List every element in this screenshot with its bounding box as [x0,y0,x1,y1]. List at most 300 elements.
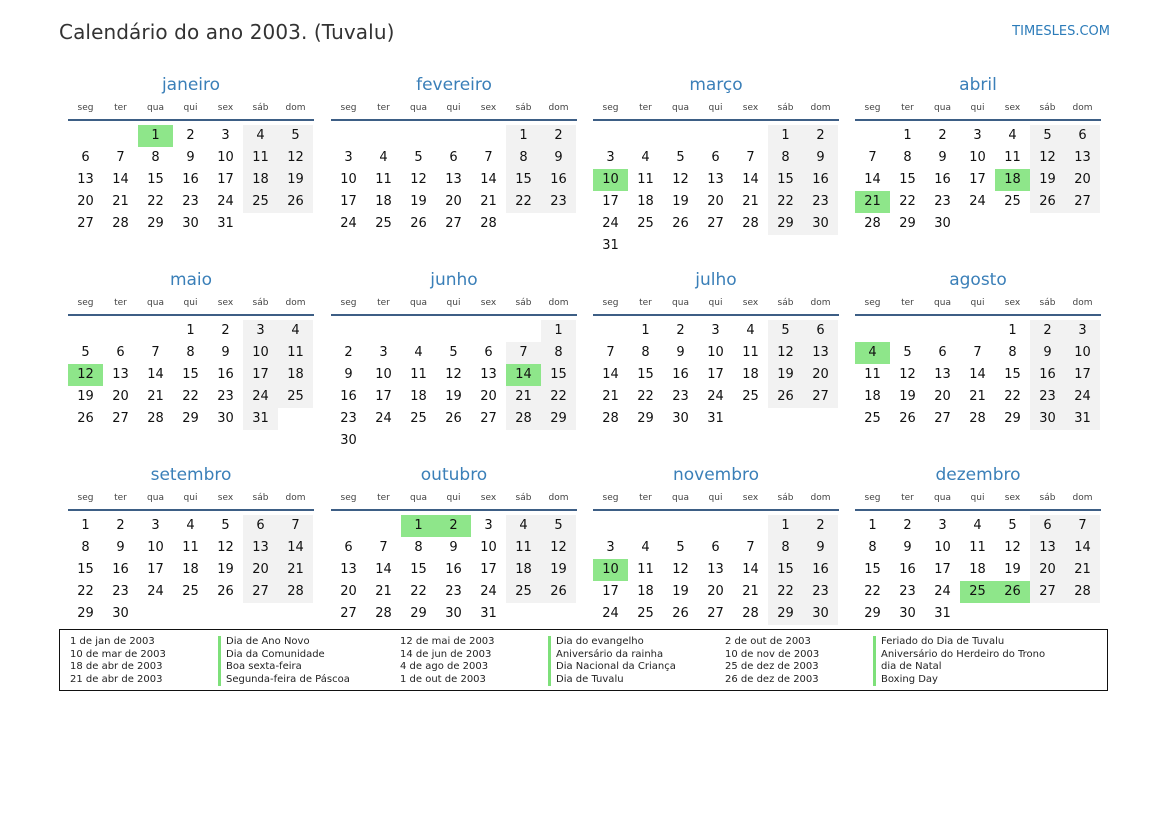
weekday-label: sáb [777,298,794,308]
day-cell: 3 [711,323,720,338]
day-cell: 8 [186,345,195,360]
weekday-header [331,103,577,117]
day-cell: 23 [899,584,916,599]
day-cell: 9 [676,345,685,360]
legend-dates [400,636,495,686]
weekday-label: sex [480,298,497,308]
day-cell: 3 [379,345,388,360]
day-cell: 20 [445,194,462,209]
weekday-label: sáb [515,493,532,503]
day-cell: 28 [742,606,759,621]
day-cell: 19 [445,389,462,404]
day-cell: 15 [515,172,532,187]
day-cell: 10 [217,150,234,165]
day-cell: 13 [252,540,269,555]
day-cell: 6 [449,150,458,165]
day-cell: 17 [217,172,234,187]
weekday-label: qua [934,103,951,113]
day-cell: 5 [781,323,790,338]
legend-holiday-marker [548,636,551,686]
month-divider [331,509,577,511]
day-cell: 30 [217,411,234,426]
day-cell: 11 [637,172,654,187]
weekday-label: sáb [515,298,532,308]
weekday-label: sex [217,298,234,308]
day-cell: 21 [480,194,497,209]
legend-holiday-name: Feriado do Dia de Tuvalu [881,636,1005,647]
day-cell: 17 [969,172,986,187]
day-cell: 9 [116,540,125,555]
weekday-label: dom [548,493,569,503]
day-cell: 9 [938,150,947,165]
legend-date: 18 de abr de 2003 [70,661,163,672]
day-cell: 4 [414,345,423,360]
day-cell: 22 [899,194,916,209]
day-cell: 8 [641,345,650,360]
weekday-label: dom [1072,493,1093,503]
weekday-label: sex [217,493,234,503]
month-divider [68,119,314,121]
day-cell: 1 [903,128,912,143]
day-cell: 31 [217,216,234,231]
day-cell: 19 [287,172,304,187]
day-cell: 6 [1078,128,1087,143]
day-cell: 31 [480,606,497,621]
weekday-label: dom [810,493,831,503]
day-cell: 2 [816,128,825,143]
day-cell: 26 [899,411,916,426]
day-cell: 13 [707,562,724,577]
month-divider [593,314,839,316]
day-cell: 13 [480,367,497,382]
day-cell: 26 [217,584,234,599]
day-cell: 25 [1004,194,1021,209]
day-cell: 12 [287,150,304,165]
weekday-label: dom [285,493,306,503]
day-cell: 14 [480,172,497,187]
weekday-label: dom [1072,298,1093,308]
day-cell: 23 [812,584,829,599]
legend-holiday-name: Aniversário do Herdeiro do Trono [881,648,1046,660]
day-cell: 21 [375,584,392,599]
day-cell: 12 [777,345,794,360]
legend-date: 10 de mar de 2003 [70,648,166,660]
day-cell: 13 [112,367,129,382]
day-cell: 1 [81,518,90,533]
holiday-day-cell: 26 [995,581,1030,603]
day-cell: 1 [1008,323,1017,338]
day-cell: 18 [637,584,654,599]
month-name: dezembro [935,465,1021,485]
day-cell: 30 [934,216,951,231]
day-cell: 14 [742,562,759,577]
day-cell: 14 [1074,540,1091,555]
weekday-header [68,103,314,117]
day-cell: 4 [379,150,388,165]
day-cell: 23 [812,194,829,209]
weekday-header [593,298,839,312]
weekday-label: qua [147,298,164,308]
day-cell: 11 [375,172,392,187]
day-cell: 5 [554,518,563,533]
day-cell: 3 [221,128,230,143]
weekday-label: qui [446,493,461,503]
day-cell: 13 [340,562,357,577]
month-name: abril [959,75,997,95]
day-cell: 21 [742,584,759,599]
day-cell: 11 [410,367,427,382]
weekday-label: sex [742,103,759,113]
month-divider [331,314,577,316]
weekday-label: qui [970,103,985,113]
day-cell: 11 [969,540,986,555]
day-cell: 12 [445,367,462,382]
site-link[interactable]: TIMESLES.COM [1012,24,1110,39]
weekday-header [68,493,314,507]
day-cell: 26 [1039,194,1056,209]
day-cell: 29 [147,216,164,231]
day-cell: 8 [903,150,912,165]
weekday-label: sex [480,103,497,113]
holiday-day-cell: 1 [401,515,436,537]
day-cell: 16 [812,172,829,187]
legend-names [226,636,350,686]
legend-date: 10 de nov de 2003 [725,648,820,660]
day-cell: 4 [256,128,265,143]
day-cell: 13 [934,367,951,382]
day-cell: 20 [112,389,129,404]
legend-holiday-marker [873,636,876,686]
weekday-label: qui [446,298,461,308]
day-cell: 2 [116,518,125,533]
month-name: setembro [150,465,232,485]
day-cell: 19 [1039,172,1056,187]
day-cell: 5 [676,150,685,165]
day-cell: 4 [641,540,650,555]
day-cell: 8 [81,540,90,555]
day-cell: 5 [1043,128,1052,143]
day-cell: 25 [287,389,304,404]
day-cell: 3 [344,150,353,165]
legend-holiday-name: Dia de Ano Novo [226,636,310,647]
day-cell: 11 [515,540,532,555]
day-cell: 16 [217,367,234,382]
weekday-label: sáb [1039,493,1056,503]
day-cell: 19 [777,367,794,382]
day-cell: 23 [550,194,567,209]
day-cell: 2 [344,345,353,360]
day-cell: 21 [969,389,986,404]
day-cell: 15 [1004,367,1021,382]
day-cell: 29 [1004,411,1021,426]
day-cell: 16 [672,367,689,382]
month-divider [855,119,1101,121]
weekday-label: qui [708,103,723,113]
day-cell: 4 [1008,128,1017,143]
weekday-label: seg [864,103,881,113]
day-cell: 24 [480,584,497,599]
month-name: janeiro [161,75,221,95]
day-cell: 14 [375,562,392,577]
day-cell: 7 [151,345,160,360]
day-cell: 17 [375,389,392,404]
day-cell: 7 [973,345,982,360]
day-cell: 25 [375,216,392,231]
day-cell: 21 [287,562,304,577]
weekday-label: sáb [252,493,269,503]
day-cell: 26 [550,584,567,599]
day-cell: 26 [77,411,94,426]
day-cell: 15 [77,562,94,577]
weekday-label: seg [340,103,357,113]
day-cell: 24 [252,389,269,404]
legend-holiday-name: Dia Nacional da Criança [556,661,676,672]
day-cell: 18 [182,562,199,577]
day-cell: 18 [637,194,654,209]
day-cell: 16 [550,172,567,187]
weekday-label: sex [217,103,234,113]
day-cell: 20 [77,194,94,209]
weekday-label: ter [901,103,914,113]
day-cell: 30 [812,606,829,621]
holiday-day-cell: 2 [436,515,471,537]
day-cell: 8 [414,540,423,555]
day-cell: 23 [934,194,951,209]
legend-date: 1 de jan de 2003 [70,636,155,647]
day-cell: 29 [550,411,567,426]
legend-date: 2 de out de 2003 [725,636,811,647]
day-cell: 18 [864,389,881,404]
day-cell: 17 [252,367,269,382]
weekday-label: ter [639,493,652,503]
day-cell: 12 [1004,540,1021,555]
day-cell: 15 [147,172,164,187]
weekday-label: ter [901,298,914,308]
day-cell: 24 [217,194,234,209]
day-cell: 22 [864,584,881,599]
weekday-label: sáb [777,493,794,503]
day-cell: 1 [554,323,563,338]
day-cell: 24 [1074,389,1091,404]
day-cell: 20 [707,584,724,599]
day-cell: 29 [777,606,794,621]
weekday-label: dom [1072,103,1093,113]
day-cell: 22 [515,194,532,209]
day-cell: 22 [410,584,427,599]
day-cell: 16 [1039,367,1056,382]
day-cell: 27 [812,389,829,404]
weekday-label: seg [602,103,619,113]
day-cell: 6 [938,345,947,360]
day-cell: 9 [1043,345,1052,360]
weekday-label: qui [970,493,985,503]
day-cell: 29 [777,216,794,231]
weekday-header [68,298,314,312]
weekday-label: ter [377,298,390,308]
day-cell: 27 [445,216,462,231]
day-cell: 8 [554,345,563,360]
legend-names [556,636,676,686]
day-cell: 7 [291,518,300,533]
day-cell: 8 [868,540,877,555]
day-cell: 16 [112,562,129,577]
month-name: outubro [420,465,488,485]
day-cell: 26 [410,216,427,231]
day-cell: 8 [151,150,160,165]
day-cell: 11 [287,345,304,360]
day-cell: 22 [777,194,794,209]
day-cell: 13 [707,172,724,187]
day-cell: 14 [969,367,986,382]
day-cell: 10 [252,345,269,360]
day-cell: 30 [1039,411,1056,426]
day-cell: 17 [602,584,619,599]
day-cell: 15 [777,562,794,577]
day-cell: 2 [816,518,825,533]
day-cell: 30 [812,216,829,231]
day-cell: 11 [637,562,654,577]
day-cell: 2 [676,323,685,338]
day-cell: 20 [1074,172,1091,187]
day-cell: 10 [375,367,392,382]
weekday-header [331,493,577,507]
weekday-label: qua [410,103,427,113]
day-cell: 7 [1078,518,1087,533]
day-cell: 25 [637,606,654,621]
day-cell: 5 [449,345,458,360]
day-cell: 25 [252,194,269,209]
day-cell: 19 [899,389,916,404]
day-cell: 18 [375,194,392,209]
holiday-day-cell: 25 [960,581,995,603]
day-cell: 17 [340,194,357,209]
weekday-label: seg [340,298,357,308]
day-cell: 11 [1004,150,1021,165]
day-cell: 26 [672,216,689,231]
day-cell: 19 [77,389,94,404]
day-cell: 22 [182,389,199,404]
weekday-label: qua [934,298,951,308]
weekday-label: qui [446,103,461,113]
day-cell: 7 [379,540,388,555]
legend-holiday-name: Segunda-feira de Páscoa [226,673,350,685]
day-cell: 19 [672,584,689,599]
day-cell: 5 [1008,518,1017,533]
day-cell: 25 [637,216,654,231]
holiday-day-cell: 1 [138,125,173,147]
day-cell: 22 [637,389,654,404]
holiday-day-cell: 21 [855,191,890,213]
day-cell: 7 [484,150,493,165]
day-cell: 28 [515,411,532,426]
day-cell: 20 [707,194,724,209]
day-cell: 7 [606,345,615,360]
day-cell: 7 [746,150,755,165]
day-cell: 1 [868,518,877,533]
weekday-label: qua [672,493,689,503]
day-cell: 9 [186,150,195,165]
day-cell: 26 [287,194,304,209]
day-cell: 24 [147,584,164,599]
day-cell: 21 [742,194,759,209]
weekday-label: sáb [515,103,532,113]
weekday-label: dom [548,103,569,113]
day-cell: 5 [221,518,230,533]
weekday-label: sáb [1039,103,1056,113]
day-cell: 1 [781,128,790,143]
day-cell: 10 [340,172,357,187]
weekday-label: seg [864,298,881,308]
day-cell: 15 [864,562,881,577]
day-cell: 9 [903,540,912,555]
day-cell: 20 [1039,562,1056,577]
day-cell: 18 [515,562,532,577]
day-cell: 23 [217,389,234,404]
holiday-day-cell: 18 [995,169,1030,191]
day-cell: 8 [1008,345,1017,360]
month-name: março [689,75,743,95]
day-cell: 4 [746,323,755,338]
weekday-label: sex [1004,493,1021,503]
month-divider [593,119,839,121]
day-cell: 11 [864,367,881,382]
day-cell: 21 [602,389,619,404]
day-cell: 19 [217,562,234,577]
legend-date: 1 de out de 2003 [400,673,486,685]
legend-date: 26 de dez de 2003 [725,673,819,685]
day-cell: 29 [182,411,199,426]
day-cell: 8 [781,540,790,555]
day-cell: 12 [217,540,234,555]
weekday-label: sex [480,493,497,503]
day-cell: 22 [777,584,794,599]
weekday-label: qua [672,103,689,113]
day-cell: 28 [287,584,304,599]
month-name: fevereiro [416,75,492,95]
weekday-label: qui [970,298,985,308]
day-cell: 5 [291,128,300,143]
day-cell: 9 [344,367,353,382]
weekday-header [855,493,1101,507]
day-cell: 28 [1074,584,1091,599]
holiday-day-cell: 14 [506,364,541,386]
day-cell: 22 [1004,389,1021,404]
legend-holiday-name: Aniversário da rainha [556,648,664,660]
weekday-label: sex [1004,298,1021,308]
weekday-label: qua [934,493,951,503]
day-cell: 26 [672,606,689,621]
day-cell: 9 [816,540,825,555]
month-name: junho [430,270,478,290]
day-cell: 18 [969,562,986,577]
day-cell: 3 [151,518,160,533]
weekday-label: seg [602,493,619,503]
month-divider [855,314,1101,316]
day-cell: 6 [711,540,720,555]
day-cell: 10 [707,345,724,360]
legend-dates [70,636,166,686]
day-cell: 16 [340,389,357,404]
weekday-label: seg [602,298,619,308]
day-cell: 23 [340,411,357,426]
legend-date: 12 de mai de 2003 [400,636,495,647]
weekday-label: qua [147,103,164,113]
legend-date: 25 de dez de 2003 [725,661,819,672]
weekday-label: ter [377,493,390,503]
day-cell: 1 [519,128,528,143]
day-cell: 13 [812,345,829,360]
day-cell: 11 [742,345,759,360]
